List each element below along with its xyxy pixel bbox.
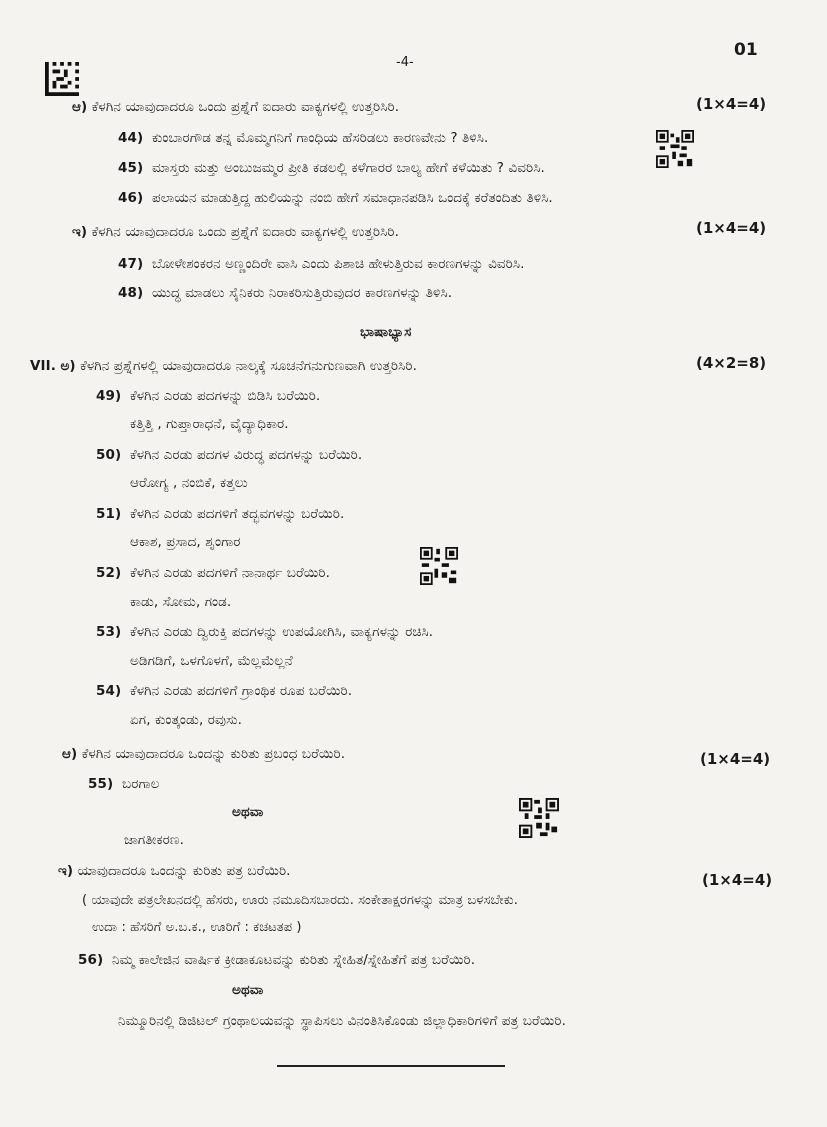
essay-topic-1: ಬರಗಾಲ [122,776,160,792]
question-55 [88,776,160,792]
qr-code-icon [519,798,559,838]
section-a-label: ಆ) [72,99,88,115]
section-i-label: ಇ) [72,224,88,240]
section-vii-instruction: ಕೆಳಗಿನ ಪ್ರಶ್ನೆಗಳಲ್ಲಿ ಯಾವುದಾದರೂ ನಾಲ್ಕಕ್ಕೆ ಸೂಚನೆಗನುಗುಣವಾಗಿ ಉತ್ತರಿಸಿರಿ. [80,358,418,374]
question-53-words: ಅಡಿಗಡಿಗೆ, ಒಳಗೊಳಗೆ, ಮೆಲ್ಲಮೆಲ್ಲನೆ [130,653,293,669]
letter-marks: (1×4=4) [702,871,773,889]
page-number: 01 [734,40,758,60]
essay-topic-2: ಜಾಗತೀಕರಣ. [124,832,184,848]
question-number: 48) [118,285,144,301]
question-54 [96,683,352,699]
question-number: 50) [96,447,122,463]
question-53 [96,624,433,640]
question-number: 56) [78,952,104,968]
question-49-words: ಕತ್ತಿತ್ತಿ , ಗುಪ್ತಾರಾಧನೆ, ವೈದ್ಯಾಧಿಕಾರ. [130,416,289,432]
question-51-words: ಆಕಾಶ, ಪ್ರಸಾದ, ಶೃಂಗಾರ [130,534,241,550]
section-title: ಭಾಷಾಭ್ಯಾಸ [360,324,412,340]
question-number: 44) [118,130,144,146]
question-52 [96,565,330,581]
section-i-instruction: ಕೆಳಗಿನ ಯಾವುದಾದರೂ ಒಂದು ಪ್ರಶ್ನೆಗೆ ಐದಾರು ವಾಕ್ಯಗಳಲ್ಲಿ ಉತ್ತರಿಸಿರಿ. [91,224,400,240]
question-text: ಪಲಾಯನ ಮಾಡುತ್ತಿದ್ದ ಹುಲಿಯನ್ನು ನಂಬಿ ಹೇಗೆ ಸಮಾಧಾನಪಡಿಸಿ ಒಂದಕ್ಕೆ ಕರೆತಂದಿತು ತಿಳಿಸಿ. [152,190,553,206]
letter-heading [58,863,291,879]
essay-or: ಅಥವಾ [232,804,264,820]
question-text: ಕೆಳಗಿನ ಎರಡು ಪದಗಳ ವಿರುದ್ಧ ಪದಗಳನ್ನು ಬರೆಯಿರಿ. [130,447,363,463]
question-54-words: ಏಗ, ಕುಂತ್ಕಂಡು, ರವುಸು. [130,712,243,728]
end-divider [277,1065,505,1067]
page-marker: -4- [396,55,414,70]
question-text: ಮಾಸ್ತರು ಮತ್ತು ಅಂಬುಜಮ್ಮರ ಪ್ರೀತಿ ಕಡಲಲ್ಲಿ ಕಳೆಗಾರರ ಬಾಲ್ಯ ಹೇಗೆ ಕಳೆಯಿತು ? ವಿವರಿಸಿ. [152,160,545,176]
letter-note: ( ಯಾವುದೇ ಪತ್ರಲೇಖನದಲ್ಲಿ ಹೆಸರು, ಊರು ನಮೂದಿಸಬಾರದು. ಸಂಕೇತಾಕ್ಷರಗಳನ್ನು ಮಾತ್ರ ಬಳಸಬೇಕು. [82,893,519,908]
question-text: ಯುದ್ಧ ಮಾಡಲು ಸೈನಿಕರು ನಿರಾಕರಿಸುತ್ತಿರುವುದರ ಕಾರಣಗಳನ್ನು ತಿಳಿಸಿ. [152,285,453,301]
question-46 [118,190,553,206]
question-number: 49) [96,388,122,404]
question-text: ಕೆಳಗಿನ ಎರಡು ಪದಗಳಿಗೆ ತದ್ಭವಗಳನ್ನು ಬರೆಯಿರಿ. [130,506,345,522]
essay-instruction: ಕೆಳಗಿನ ಯಾವುದಾದರೂ ಒಂದನ್ನು ಕುರಿತು ಪ್ರಬಂಧ ಬರೆಯಿರಿ. [81,746,346,762]
question-text: ಕುಂಬಾರಗೌಡ ತನ್ನ ಮೊಮ್ಮಗನಿಗೆ ಗಾಂಧಿಯ ಹೆಸರಿಡಲು ಕಾರಣವೇನು ? ತಿಳಿಸಿ. [152,130,489,146]
roman-numeral: VII. [30,358,57,374]
question-number: 45) [118,160,144,176]
question-text: ಕೆಳಗಿನ ಎರಡು ದ್ವಿರುಕ್ತಿ ಪದಗಳನ್ನು ಉಪಯೋಗಿಸಿ, ವಾಕ್ಯಗಳನ್ನು ರಚಿಸಿ. [130,624,434,640]
essay-label: ಆ) [62,746,78,762]
question-51 [96,506,344,522]
question-50 [96,447,362,463]
essay-marks: (1×4=4) [700,750,771,768]
datamatrix-code-icon [44,62,80,96]
question-text: ಕೆಳಗಿನ ಎರಡು ಪದಗಳಿಗೆ ನಾನಾರ್ಥ ಬರೆಯಿರಿ. [130,565,330,581]
section-i-heading [72,224,399,240]
letter-label: ಇ) [58,863,74,879]
question-52-words: ಕಾಡು, ಸೋಮ, ಗಂಡ. [130,594,232,610]
qr-code-icon [656,130,694,168]
section-vii-label: ಅ) [60,358,76,374]
section-i-marks: (1×4=4) [696,219,767,237]
question-text: ಬೋಳೇಶಂಕರನ ಅಣ್ಣಂದಿರೇ ವಾಸಿ ಎಂದು ಪಿಶಾಚಿ ಹೇಳುತ್ತಿರುವ ಕಾರಣಗಳನ್ನು ವಿವರಿಸಿ. [152,256,525,272]
section-a-heading [72,99,399,115]
question-45 [118,160,545,176]
question-number: 54) [96,683,122,699]
question-text: ಕೆಳಗಿನ ಎರಡು ಪದಗಳಿಗೆ ಗ್ರಾಂಥಿಕ ರೂಪ ಬರೆಯಿರಿ. [130,683,353,699]
section-vii-marks: (4×2=8) [696,354,767,372]
question-44 [118,130,488,146]
question-number: 52) [96,565,122,581]
section-vii-heading [30,358,417,374]
letter-or: ಅಥವಾ [232,982,264,998]
question-number: 53) [96,624,122,640]
question-56 [78,952,475,968]
section-a-instruction: ಕೆಳಗಿನ ಯಾವುದಾದರೂ ಒಂದು ಪ್ರಶ್ನೆಗೆ ಐದಾರು ವಾಕ್ಯಗಳಲ್ಲಿ ಉತ್ತರಿಸಿರಿ. [91,99,400,115]
question-49 [96,388,320,404]
question-48 [118,285,452,301]
section-a-marks: (1×4=4) [696,95,767,113]
essay-heading [62,746,345,762]
qr-code-icon [420,547,458,585]
question-number: 47) [118,256,144,272]
question-number: 51) [96,506,122,522]
question-47 [118,256,525,272]
question-50-words: ಆರೋಗ್ಯ , ನಂಬಿಕೆ, ಕತ್ತಲು [130,475,248,491]
letter-note-example: ಉದಾ : ಹೆಸರಿಗೆ ಅ.ಬ.ಕ., ಊರಿಗೆ : ಕಚಟತಪ ) [92,920,302,935]
letter-instruction: ಯಾವುದಾದರೂ ಒಂದನ್ನು ಕುರಿತು ಪತ್ರ ಬರೆಯಿರಿ. [77,863,291,879]
letter-option-1: ನಿಮ್ಮ ಕಾಲೇಜಿನ ವಾರ್ಷಿಕ ಕ್ರೀಡಾಕೂಟವನ್ನು ಕುರಿತು ಸ್ನೇಹಿತ/ಸ್ನೇಹಿತೆಗೆ ಪತ್ರ ಬರೆಯಿರಿ. [112,952,476,968]
question-text: ಕೆಳಗಿನ ಎರಡು ಪದಗಳನ್ನು ಬಿಡಿಸಿ ಬರೆಯಿರಿ. [130,388,321,404]
letter-option-2: ನಿಮ್ಮೂರಿನಲ್ಲಿ ಡಿಜಿಟಲ್ ಗ್ರಂಥಾಲಯವನ್ನು ಸ್ಥಾಪಿಸಲು ವಿನಂತಿಸಿಕೊಂಡು ಜಿಲ್ಲಾಧಿಕಾರಿಗಳಿಗೆ ಪತ್ರ ಬರೆಯಿರಿ. [118,1013,566,1029]
question-number: 46) [118,190,144,206]
question-number: 55) [88,776,114,792]
